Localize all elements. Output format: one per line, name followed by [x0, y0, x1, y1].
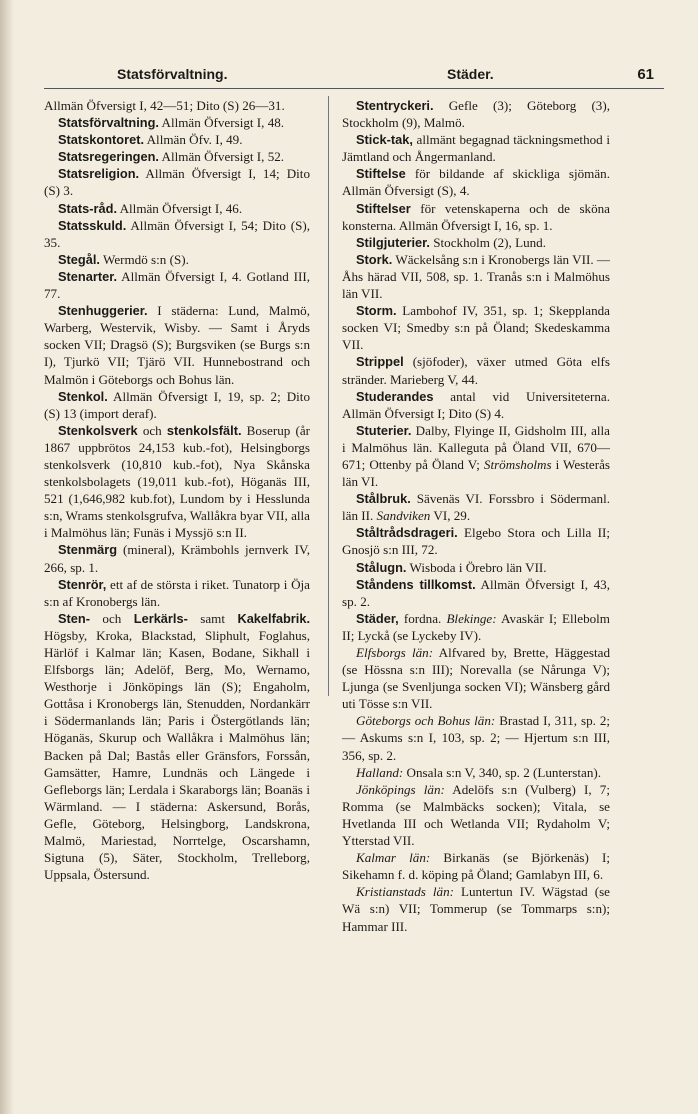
entry-italic-text: Kristianstads län:: [356, 884, 454, 900]
entry-headword: Statsregeringen.: [58, 149, 159, 165]
index-entry: [342, 200, 610, 234]
left-column: [44, 97, 310, 883]
entry-headword: Statsreligion.: [58, 166, 140, 182]
entry-text: Högsby, Kroka, Blackstad, Sliphult, Foglahus, Härlöf i Kalmar län; Kasen, Bodane, Sikhall i Elfsborgs län; Adelöf, Berg, Mo, Wernamo, Westhorje i Jönköpings län (S); Engaholm, Gottåsa i Kronobergs län, Stenudden, Nordankärr i Södermanlands län; Paris i Östergötlands län; Höganäs, Skurup och Wallåkra i Malmöhus län; Backen på Dal; Bastås eller Gränsfors, Forssån, Gamsätter, Hamre, Lundnäs och Längede i Gefleborgs län; Lerdala i Skaraborgs län; Boanäs i Wärmland. — I städerna: Askersund, Borås, Gefle, Göteborg, Helsingborg, Landskrona, Malmö, Mariestad, Norrtelge, Oscarshamn, Sigtuna (5), Säter, Stockholm, Trelleborg, Uppsala, Östersund.: [44, 627, 310, 883]
entry-italic-text: Strömsholms: [483, 456, 552, 472]
entry-text: samt: [187, 610, 238, 626]
index-entry: [342, 712, 610, 763]
entry-text: i Westerås län VI.: [342, 456, 610, 490]
index-entry: [44, 114, 310, 131]
index-entry: [44, 302, 310, 387]
index-entry: [44, 131, 310, 148]
index-entry: [342, 422, 610, 490]
entry-text: Adelöfs s:n (Vulberg) I, 7; Romma (se Malmbäcks socken); Vitala, se Hvetlanda III och Wetlanda VII; Rydaholm V; Ytterstad VII.: [342, 781, 610, 849]
index-entry: [342, 490, 610, 524]
entry-headword: Strippel: [356, 354, 404, 370]
entry-headword: Städer,: [356, 610, 399, 626]
index-entry: [44, 610, 310, 884]
entry-text: Elgebo Stora och Lilla II; Gnosjö s:n III, 72.: [342, 525, 610, 558]
entry-headword: Statsskuld.: [58, 217, 127, 233]
entry-headword: Stenrör,: [58, 576, 107, 592]
entry-text: Stockholm (2), Lund.: [429, 234, 546, 250]
index-entry: [44, 148, 310, 165]
entry-headword: Stålbruk.: [356, 491, 411, 507]
entry-italic-text: Blekinge:: [446, 610, 497, 626]
entry-text: och: [90, 610, 134, 626]
entry-headword: Stenhuggerier.: [58, 303, 148, 319]
index-entry: [44, 541, 310, 575]
index-entry: [44, 422, 310, 542]
index-entry: [44, 217, 310, 251]
entry-text: Wermdö s:n (S).: [99, 251, 189, 267]
index-entry: [342, 883, 610, 934]
index-entry: [342, 849, 610, 883]
entry-text: Lambohof IV, 351, sp. 1; Skepplanda socken VI; Smedby s:n på Öland; Skedeskamma VII.: [342, 303, 610, 353]
entry-headword: Stats-råd.: [58, 200, 118, 216]
entry-text: Gefle (3); Göteborg (3), Stockholm (9), Malmö.: [342, 98, 610, 131]
entry-headword: Statskontoret.: [58, 132, 145, 148]
entry-headword: Stiftelse: [356, 166, 406, 182]
index-entry: [342, 644, 610, 712]
entry-headword: Statsförvaltning.: [58, 115, 159, 131]
entry-text: (sjöfoder), växer utmed Göta elfs stränder. Marieberg V, 44.: [342, 354, 610, 387]
entry-italic-text: Göteborgs och Bohus län:: [356, 713, 496, 729]
running-head-right: Städer.: [447, 66, 494, 82]
entry-headword: Studerandes: [356, 388, 434, 404]
index-entry: [342, 234, 610, 251]
entry-headword: Ståltrådsdrageri.: [356, 525, 458, 541]
index-entry: [44, 388, 310, 422]
index-entry: [342, 131, 610, 165]
entry-headword: Storm.: [356, 303, 397, 319]
entry-text: Allmän Öfversigt I, 42—51; Dito (S) 26—31.: [44, 98, 285, 113]
entry-headword: Stenkol.: [58, 388, 108, 404]
index-entry: [342, 781, 610, 849]
entry-headword: Stenarter.: [58, 268, 118, 284]
entry-text: Allmän Öfv. I, 49.: [144, 132, 243, 148]
index-entry: [44, 97, 310, 114]
index-entry: [44, 268, 310, 302]
entry-text: VI, 29.: [430, 508, 471, 524]
entry-headword: Stenkolsverk: [58, 422, 138, 438]
index-entry: [44, 200, 310, 217]
index-entry: [342, 576, 610, 610]
entry-text: Wäckelsång s:n i Kronobergs län VII. — Åhs härad VII, 508, sp. 1. Tranås s:n i Malmöhus län VII.: [342, 251, 610, 302]
running-head-left: Statsförvaltning.: [117, 66, 228, 82]
entry-headword: Stork.: [356, 251, 393, 267]
index-entry: [342, 524, 610, 558]
entry-italic-text: Elfsborgs län:: [356, 645, 434, 660]
entry-text: Allmän Öfversigt I, 19, sp. 2; Dito (S) 13 (import deraf).: [44, 388, 310, 421]
entry-text: Allmän Öfversigt I, 54; Dito (S), 35.: [44, 217, 310, 250]
entry-text: I städerna: Lund, Malmö, Warberg, Westervik, Wisby. — Samt i Åryds socken VII; Dragsö (S); Burgsviken (se Burgs s:n I), Tjurkö VII; Tjärö VII. Hunnebostrand och Malmön i Göteborgs och Bohus län.: [44, 303, 310, 387]
entry-text: för bildande af skickliga sjömän. Allmän Öfversigt (S), 4.: [342, 166, 610, 199]
entry-headword: Stilgjuterier.: [356, 234, 430, 250]
entry-headword: Kakelfabrik.: [237, 610, 311, 626]
entry-italic-text: Halland:: [356, 764, 404, 780]
header-rule: [44, 88, 664, 89]
entry-headword: Ståndens tillkomst.: [356, 576, 476, 592]
entry-text: Wisboda i Örebro län VII.: [406, 559, 547, 575]
entry-text: fordna.: [398, 610, 447, 626]
entry-text: Luntertun IV. Wägstad (se Wä s:n) VII; Tommerup (se Tommarps s:n); Hammar III.: [342, 884, 610, 934]
entry-text: Birkanäs (se Björkenäs) I; Sikehamn f. d. köping på Öland; Gamlabyn III, 6.: [342, 850, 610, 883]
entry-headword: stenkolsfält.: [166, 422, 242, 438]
entry-text: Onsala s:n V, 340, sp. 2 (Lunterstan).: [403, 764, 602, 780]
entry-headword: Stenmärg: [58, 542, 118, 558]
entry-italic-text: Sandviken: [376, 508, 431, 524]
entry-headword: Sten-: [58, 610, 90, 626]
entry-text: allmänt begagnad täckningsmethod i Jämtland och Ångermanland.: [342, 132, 610, 165]
entry-italic-text: Kalmar län:: [356, 850, 431, 866]
entry-headword: Lerkärls-: [133, 610, 188, 626]
page-header: [40, 66, 684, 86]
entry-text: Dalby, Flyinge II, Gidsholm III, alla i Malmöhus län. Kalleguta på Öland VII, 670—671; Ottenby på Öland V;: [342, 422, 610, 472]
entry-text: Brastad I, 311, sp. 2; — Askums s:n I, 103, sp. 2; — Hjertum s:n III, 356, sp. 2.: [342, 713, 611, 763]
entry-text: Allmän Öfversigt I, 4. Gotland III, 77.: [44, 268, 310, 302]
entry-headword: Stentryckeri.: [356, 98, 434, 113]
entry-text: för vetenskaperna och de sköna konsterna. Allmän Öfversigt I, 16, sp. 1.: [342, 200, 610, 233]
entry-text: Alfvared by, Brette, Häggestad (se Hössna s:n III); Norevalla (se Nårunga V); Ljunga (se Svenljunga socken VI); Wänsberg gård uti Tösse s:n VII.: [342, 645, 610, 712]
entry-text: antal vid Universiteterna. Allmän Öfversigt I; Dito (S) 4.: [342, 388, 610, 421]
entry-italic-text: Jönköpings län:: [356, 781, 445, 797]
index-entry: [44, 576, 310, 610]
entry-text: Allmän Öfversigt I, 48.: [158, 115, 285, 131]
index-entry: [342, 165, 610, 199]
entry-text: Allmän Öfversigt I, 46.: [117, 200, 243, 216]
index-entry: [342, 353, 610, 387]
entry-headword: Stålugn.: [356, 559, 407, 575]
index-entry: [342, 302, 610, 353]
page-binding-edge: [0, 0, 14, 1114]
right-column: [342, 97, 610, 935]
entry-text: Allmän Öfversigt I, 14; Dito (S) 3.: [44, 166, 310, 199]
page-number: 61: [637, 66, 654, 83]
entry-headword: Stick-tak,: [356, 132, 413, 148]
index-entry: [342, 388, 610, 422]
index-entry: [342, 559, 610, 576]
entry-headword: Stuterier.: [356, 422, 412, 438]
index-entry: [342, 764, 610, 781]
index-entry: [342, 97, 610, 131]
entry-text: Sävenäs VI. Forssbro i Södermanl. län II.: [342, 491, 610, 524]
column-divider: [328, 96, 329, 696]
entry-headword: Stiftelser: [356, 200, 411, 216]
entry-text: Boserup (år 1867 uppbrötos 24,153 kub.-fot), Helsingborgs stenkolsverk (10,810 kub.-fot), Nya Skånska stenkolsbolagets (19,011 kub.-fot), Höganäs III, 521 (1,646,982 kub.fot), Lundom by i Hesslunda s:n, Wrams stenkolsgrufva, Wallåkra byar VII, alla i Malmöhus län; Funäs i Myssjö s:n II.: [44, 422, 310, 541]
entry-headword: Stegål.: [58, 251, 100, 267]
entry-text: ett af de största i riket. Tunatorp i Öja s:n af Kronobergs län.: [44, 576, 310, 609]
index-entry: [342, 251, 610, 302]
entry-text: Avaskär I; Ellebolm II; Lyckå (se Lyckeby IV).: [342, 610, 610, 643]
entry-text: och: [137, 422, 167, 438]
entry-text: Allmän Öfversigt I, 43, sp. 2.: [342, 576, 610, 609]
index-entry: [342, 610, 610, 644]
entry-text: Allmän Öfversigt I, 52.: [158, 149, 285, 165]
index-entry: [44, 251, 310, 268]
entry-text: (mineral), Krämbohls jernverk IV, 266, sp. 1.: [44, 542, 310, 575]
index-entry: [44, 165, 310, 199]
